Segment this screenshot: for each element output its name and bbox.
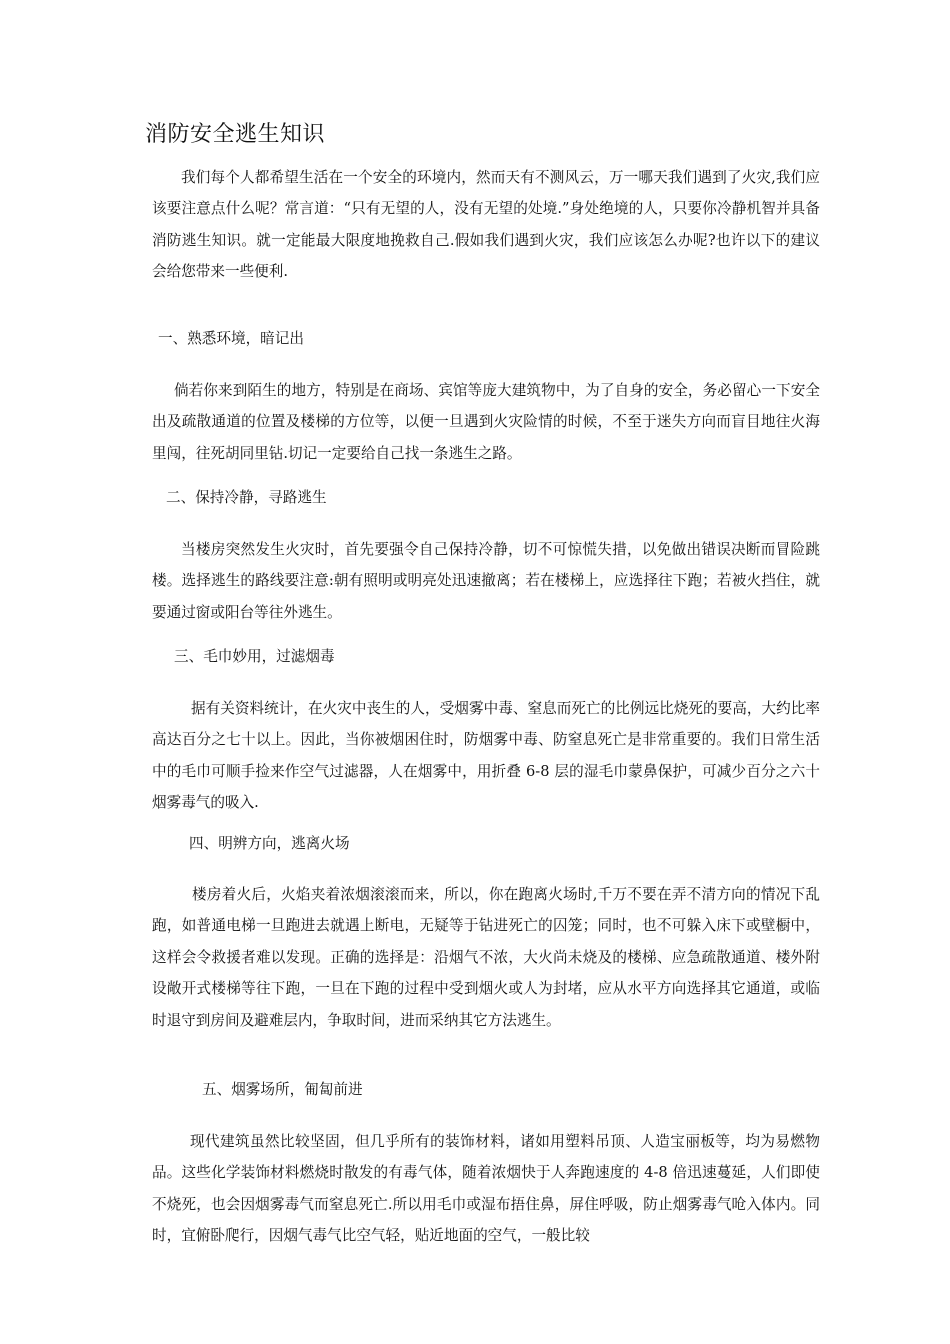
section-2-body: 当楼房突然发生火灾时，首先要强令自己保持冷静，切不可惊慌失措，以免做出错误决断而冒险跳楼。选择逃生的路线要注意:朝有照明或明亮处迅速撤离；若在楼梯上，应选择往下跑；若被火挡住，就要通过窗或阳台等往外逃生。 bbox=[152, 541, 820, 621]
section-3-heading: 三、毛巾妙用，过滤烟毒 bbox=[174, 648, 335, 665]
section-3-body: 据有关资料统计，在火灾中丧生的人，受烟雾中毒、窒息而死亡的比例远比烧死的要高，大约比率高达百分之七十以上。因此，当你被烟困住时，防烟雾中毒、防窒息死亡是非常重要的。我们日常生活中的毛巾可顺手捡来作空气过滤器，人在烟雾中，用折叠 6-8 层的湿毛巾蒙鼻保护，可减少百分之六十烟雾毒气的吸入. bbox=[152, 700, 820, 812]
section-5-heading: 五、烟雾场所，匍匐前进 bbox=[202, 1081, 363, 1098]
section-1-body: 倘若你来到陌生的地方，特别是在商场、宾馆等庞大建筑物中，为了自身的安全，务必留心一下安全出及疏散通道的位置及楼梯的方位等，以便一旦遇到火灾险情的时候，不至于迷失方向而盲目地往火海里闯，往死胡同里钻.切记一定要给自己找一条逃生之路。 bbox=[152, 382, 820, 462]
document-title: 消防安全逃生知识 bbox=[145, 122, 326, 147]
intro-paragraph: 我们每个人都希望生活在一个安全的环境内，然而天有不测风云，万一哪天我们遇到了火灾,我们应该要注意点什么呢？常言道：“只有无望的人，没有无望的处境.”身处绝境的人，只要你冷静机智并具备消防逃生知识。就一定能最大限度地挽救自己.假如我们遇到火灾，我们应该怎么办呢?也许以下的建议会给您带来一些便利. bbox=[152, 169, 820, 281]
section-5-body: 现代建筑虽然比较坚固，但几乎所有的装饰材料，诸如用塑料吊顶、人造宝丽板等，均为易燃物品。这些化学装饰材料燃烧时散发的有毒气体，随着浓烟快于人奔跑速度的 4-8 倍迅速蔓延，人们即使不烧死，也会因烟雾毒气而窒息死亡.所以用毛巾或湿布捂住鼻，屏住呼吸，防止烟雾毒气呛入体内。同时，宜俯卧爬行，因烟气毒气比空气轻，贴近地面的空气，一般比较 bbox=[152, 1133, 820, 1245]
section-1-heading: 一、熟悉环境，暗记出 bbox=[158, 330, 304, 347]
section-4-body: 楼房着火后，火焰夹着浓烟滚滚而来，所以，你在跑离火场时,千万不要在弄不清方向的情况下乱跑，如普通电梯一旦跑进去就遇上断电，无疑等于钻进死亡的囚笼；同时，也不可躲入床下或壁橱中，这样会令救援者难以发现。正确的选择是：沿烟气不浓，大火尚未烧及的楼梯、应急疏散通道、楼外附设敞开式楼梯等往下跑，一旦在下跑的过程中受到烟火或人为封堵，应从水平方向选择其它通道，或临时退守到房间及避难层内，争取时间，进而采纳其它方法逃生。 bbox=[152, 886, 820, 1029]
section-2-heading: 二、保持冷静，寻路逃生 bbox=[166, 489, 327, 506]
section-4-heading: 四、明辨方向，逃离火场 bbox=[189, 835, 350, 852]
